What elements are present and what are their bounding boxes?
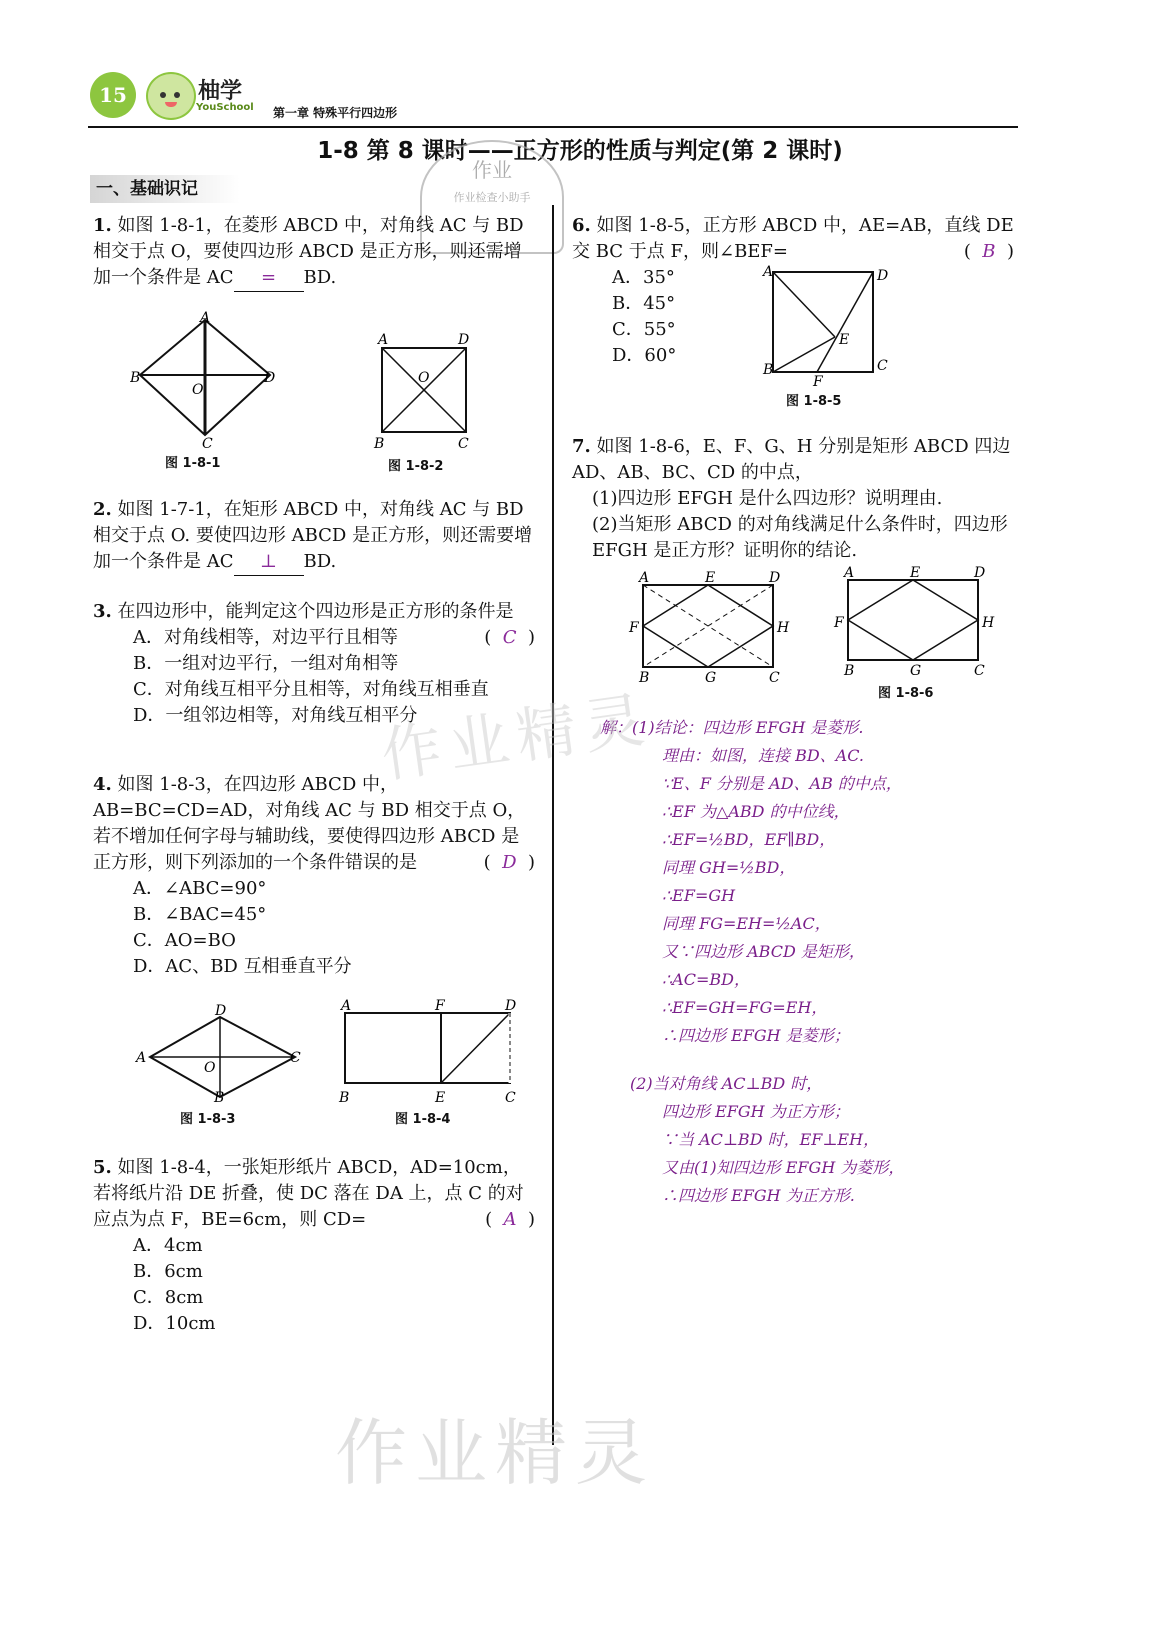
solution-line: ∴四边形 EFGH 为正方形. [662, 1186, 855, 1205]
figure-1-8-6-right [830, 565, 1005, 685]
svg-text:A: A [844, 565, 855, 581]
q1-answer-blank: = [234, 265, 304, 292]
stamp-top-text: 作业 [472, 158, 512, 182]
svg-text:G: G [705, 670, 717, 686]
svg-text:A: A [763, 264, 774, 280]
q5-answer: A [503, 1209, 517, 1230]
q6-number: 6. [572, 215, 591, 236]
q6-text: 如图 1-8-5，正方形 ABCD 中，AE=AB，直线 DE 交 BC 于点 F，则∠BEF= [572, 215, 1014, 262]
q4-answer-paren: ( D ) [483, 852, 535, 873]
svg-text:E: E [839, 332, 850, 348]
svg-text:A: A [136, 1050, 147, 1066]
watermark-bottom: 作业精灵 [335, 1411, 656, 1495]
figure-1-8-1 [130, 310, 290, 450]
svg-text:H: H [982, 615, 995, 631]
svg-text:D: D [505, 998, 517, 1014]
svg-text:F: F [834, 615, 844, 631]
solution-line: 解：(1)结论：四边形 EFGH 是菱形. [600, 718, 864, 737]
svg-text:F: F [629, 620, 639, 636]
section-heading-text: 一、基础识记 [96, 179, 198, 199]
solution-part-1 [600, 714, 1020, 1050]
page-number: 15 [90, 72, 136, 118]
svg-text:E: E [910, 565, 921, 581]
q4-option-d: D．AC、BD 互相垂直平分 [133, 956, 352, 977]
q7-number: 7. [572, 436, 591, 457]
question-2 [93, 497, 535, 576]
svg-text:A: A [639, 570, 650, 586]
svg-text:F: F [813, 374, 823, 387]
figure-1-8-2 [370, 330, 480, 455]
svg-text:E: E [705, 570, 716, 586]
svg-text:B: B [763, 362, 774, 378]
q6-answer: B [982, 241, 996, 262]
solution-line: ∴EF=GH [662, 886, 736, 905]
solution-line: (2)当对角线 AC⊥BD 时， [630, 1074, 823, 1093]
q7-text: 如图 1-8-6，E、F、G、H 分别是矩形 ABCD 四边 AD、AB、BC、CD 的中点， [572, 436, 1011, 483]
solution-line: 又∵四边形 ABCD 是矩形， [662, 942, 865, 961]
q3-option-b: B．一组对边平行，一组对角相等 [133, 653, 399, 674]
solution-part-2 [630, 1070, 1020, 1210]
q2-answer-blank: ⊥ [234, 549, 304, 576]
question-5 [93, 1155, 535, 1337]
svg-text:C: C [202, 436, 213, 450]
svg-text:O: O [192, 382, 204, 398]
svg-text:D: D [769, 570, 781, 586]
svg-text:B: B [639, 670, 650, 686]
svg-text:C: C [458, 436, 469, 452]
figure-1-8-6-left [625, 570, 795, 690]
q2-tail: BD. [303, 551, 337, 572]
svg-text:B: B [339, 1090, 350, 1106]
q2-text: 如图 1-7-1，在矩形 ABCD 中，对角线 AC 与 BD 相交于点 O. 要使四边形 ABCD 是正方形，则还需要增加一个条件是 AC [93, 499, 533, 572]
solution-line: ∴四边形 EFGH 是菱形； [662, 1026, 850, 1045]
page-title: 1-8 第 8 课时——正方形的性质与判定(第 2 课时) [317, 138, 843, 164]
svg-text:C: C [769, 670, 780, 686]
column-divider [552, 205, 554, 1445]
question-1 [93, 213, 535, 292]
figure-1-8-2-caption: 图 1-8-2 [388, 459, 444, 474]
q4-option-b: B．∠BAC=45° [133, 904, 267, 925]
watermark-middle: 作业精灵 [377, 684, 657, 792]
q5-answer-paren: ( A ) [485, 1209, 535, 1230]
svg-text:E: E [435, 1090, 446, 1106]
svg-text:D: D [877, 268, 889, 284]
q1-tail: BD. [303, 267, 337, 288]
header-rule [88, 126, 1018, 128]
svg-text:D: D [458, 332, 470, 348]
q3-option-d: D．一组邻边相等，对角线互相平分 [133, 705, 418, 726]
figure-1-8-4 [335, 998, 525, 1108]
svg-text:A: A [378, 332, 389, 348]
q3-answer: C [502, 627, 517, 648]
solution-line: 四边形 EFGH 为正方形； [662, 1102, 850, 1121]
solution-line: ∴EF 为△ABD 的中位线， [662, 802, 850, 821]
q7-sub-1: (1)四边形 EFGH 是什么四边形？说明理由. [592, 488, 943, 509]
q3-option-c: C．对角线互相平分且相等，对角线互相垂直 [133, 679, 489, 700]
svg-text:D: D [264, 370, 276, 386]
svg-text:B: B [130, 370, 141, 386]
q3-text: 在四边形中，能判定这个四边形是正方形的条件是 [117, 601, 514, 622]
svg-text:H: H [777, 620, 790, 636]
question-7 [572, 434, 1014, 564]
figure-1-8-1-caption: 图 1-8-1 [165, 456, 221, 471]
question-4 [93, 772, 535, 980]
q5-option-b: B．6cm [133, 1261, 203, 1282]
svg-text:B: B [374, 436, 385, 452]
logo-mascot-icon [146, 72, 196, 120]
figure-1-8-3-caption: 图 1-8-3 [180, 1112, 236, 1127]
svg-text:C: C [877, 358, 888, 374]
q5-option-d: D．10cm [133, 1313, 216, 1334]
svg-text:A: A [341, 998, 352, 1014]
svg-text:O: O [204, 1060, 216, 1076]
solution-line: 同理 GH=½BD， [662, 858, 796, 877]
q5-text: 如图 1-8-4，一张矩形纸片 ABCD，AD=10cm，若将纸片沿 DE 折叠，使 DC 落在 DA 上，点 C 的对应点为点 F，BE=6cm，则 CD= [93, 1157, 524, 1230]
section-heading [90, 175, 240, 203]
page-header [88, 60, 1018, 130]
q3-answer-paren: ( C ) [484, 627, 535, 648]
solution-line: ∴EF=½BD，EF∥BD， [662, 830, 836, 849]
figure-1-8-3 [130, 1002, 310, 1102]
solution-line: ∵E、F 分别是 AD、AB 的中点， [662, 774, 902, 793]
svg-text:D: D [215, 1003, 227, 1019]
svg-text:O: O [418, 370, 430, 386]
q4-option-a: A．∠ABC=90° [133, 878, 267, 899]
q3-number: 3. [93, 601, 112, 622]
solution-line: ∴EF=GH=FG=EH， [662, 998, 828, 1017]
figure-1-8-6-caption: 图 1-8-6 [878, 686, 934, 701]
svg-text:C: C [505, 1090, 516, 1106]
solution-line: ∴AC=BD， [662, 970, 750, 989]
q6-option-d: D．60° [612, 345, 677, 366]
q7-sub-2: (2)当矩形 ABCD 的对角线满足什么条件时，四边形 EFGH 是正方形？证明你的结论. [592, 514, 1008, 561]
logo-text: 柚学 [198, 79, 243, 104]
logo-subtext: YouSchool [196, 102, 254, 113]
svg-text:F: F [435, 998, 445, 1014]
q5-option-a: A．4cm [133, 1235, 203, 1256]
q2-number: 2. [93, 499, 112, 520]
q1-text: 如图 1-8-1，在菱形 ABCD 中，对角线 AC 与 BD 相交于点 O，要使四边形 ABCD 是正方形，则还需增加一个条件是 AC [93, 215, 524, 288]
q3-option-a: A．对角线相等，对边平行且相等 [133, 627, 398, 648]
svg-text:C: C [974, 663, 985, 679]
q5-number: 5. [93, 1157, 112, 1178]
q1-number: 1. [93, 215, 112, 236]
q4-answer: D [502, 852, 517, 873]
q6-option-a: A．35° [612, 267, 675, 288]
figure-1-8-5 [755, 262, 900, 387]
q4-option-c: C．AO=BO [133, 930, 236, 951]
solution-line: ∵当 AC⊥BD 时，EF⊥EH， [662, 1130, 880, 1149]
q4-text: 如图 1-8-3，在四边形 ABCD 中，AB=BC=CD=AD，对角线 AC 与 BD 相交于点 O，若不增加任何字母与辅助线，要使得四边形 ABCD 是正方形，则下列添加的一个条件错误的是 [93, 774, 526, 873]
chapter-title: 第一章 特殊平行四边形 [273, 106, 398, 120]
solution-line: 又由(1)知四边形 EFGH 为菱形， [662, 1158, 905, 1177]
svg-text:B: B [214, 1090, 225, 1102]
q6-option-b: B．45° [612, 293, 676, 314]
svg-text:B: B [844, 663, 855, 679]
solution-line: 同理 FG=EH=½AC， [662, 914, 831, 933]
svg-text:G: G [910, 663, 922, 679]
figure-1-8-5-caption: 图 1-8-5 [786, 394, 842, 409]
q5-option-c: C．8cm [133, 1287, 204, 1308]
q6-option-c: C．55° [612, 319, 676, 340]
figure-1-8-4-caption: 图 1-8-4 [395, 1112, 451, 1127]
stamp-bottom-text: 作业检查小助手 [453, 191, 531, 204]
svg-text:D: D [974, 565, 986, 581]
q4-number: 4. [93, 774, 112, 795]
q6-answer-paren: ( B ) [963, 241, 1014, 262]
svg-text:C: C [290, 1050, 301, 1066]
solution-line: 理由：如图，连接 BD、AC. [662, 746, 864, 765]
svg-text:A: A [200, 310, 211, 326]
